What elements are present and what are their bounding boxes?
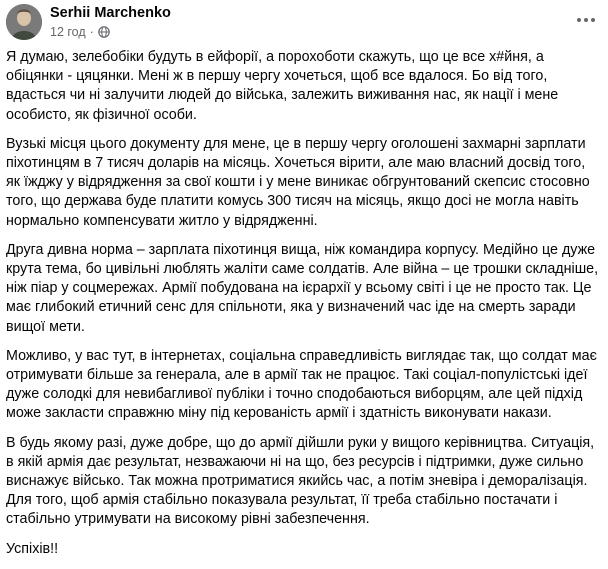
post-text	[6, 48, 602, 569]
post-meta	[50, 24, 110, 40]
more-options-icon[interactable]	[574, 10, 598, 30]
meta-separator: ·	[89, 25, 94, 39]
post-paragraph: Вузькі місця цього документу для мене, це в першу чергу оголошені захмарні зарплати піхотинцям в 7 тисяч доларів на місяць. Хочеться вірити, але маю власний досвід того, як їжджу у відрядження за свої кошти і у мене виникає обгрунтований скепсис стосовно того, що держава буде платити комусь 300 тисяч на місяць, якщо досі не могла навіть нормально компенсувати житло у відрядженні.	[6, 135, 590, 229]
post-paragraph: Можливо, у вас тут, в інтернетах, соціальна справедливість виглядає так, що солдат має отримувати більше за генерала, але в армії так не працює. Такі соціал-популістські ідеї дуже солодкі для невибагливої публіки і точно сподобаються виборцям, але цей підхід може закласти справжню міну під керованість армії і здатність виконувати накази.	[6, 347, 597, 422]
post-timestamp[interactable]: 12 год	[50, 25, 86, 39]
post-paragraph: Успіхів!!	[6, 540, 59, 557]
author-name[interactable]: Serhii Marchenko	[50, 5, 171, 21]
post-paragraph: В будь якому разі, дуже добре, що до армії дійшли руки у вищого керівництва. Ситуація, в якій армія дає результат, незважаючи ні на що, без ресурсів і підтримки, дуже сильно виснажує військо. Так можна протриматися якийсь час, а потім зневіра і деморалізація. Для того, щоб армія стабільно показувала результат, її треба стабільно постачати і стабільно утримувати на високому рівні забезпечення.	[6, 434, 595, 528]
post-paragraph: Друга дивна норма – зарплата піхотинця вища, ніж командира корпусу. Медійно це дуже крута тема, бо цивільні люблять жаліти саме солдатів. Але війна – це трошки складніше, ніж піар у соцмережах. Армії побудована на ієрархії у всьому світі і це не просто так. Це має глибокий етичний сенс для спільноти, яка у визначений час іде на смерть заради вищої мети.	[6, 241, 599, 335]
post-paragraph: Я думаю, зелебобіки будуть в ейфорії, а порохоботи скажуть, що це все х#йня, а обіцянки - цяцянки. Мені ж в першу чергу хочеться, щоб все вдалося. Бо від того, вдасться чи ні залучити людей до війська, залежить виживання нас, як нації і мене особисто, як фізичної особи.	[6, 49, 559, 123]
globe-icon	[98, 26, 110, 38]
post-header	[0, 0, 608, 44]
avatar-photo	[6, 4, 42, 40]
avatar[interactable]	[6, 4, 42, 40]
